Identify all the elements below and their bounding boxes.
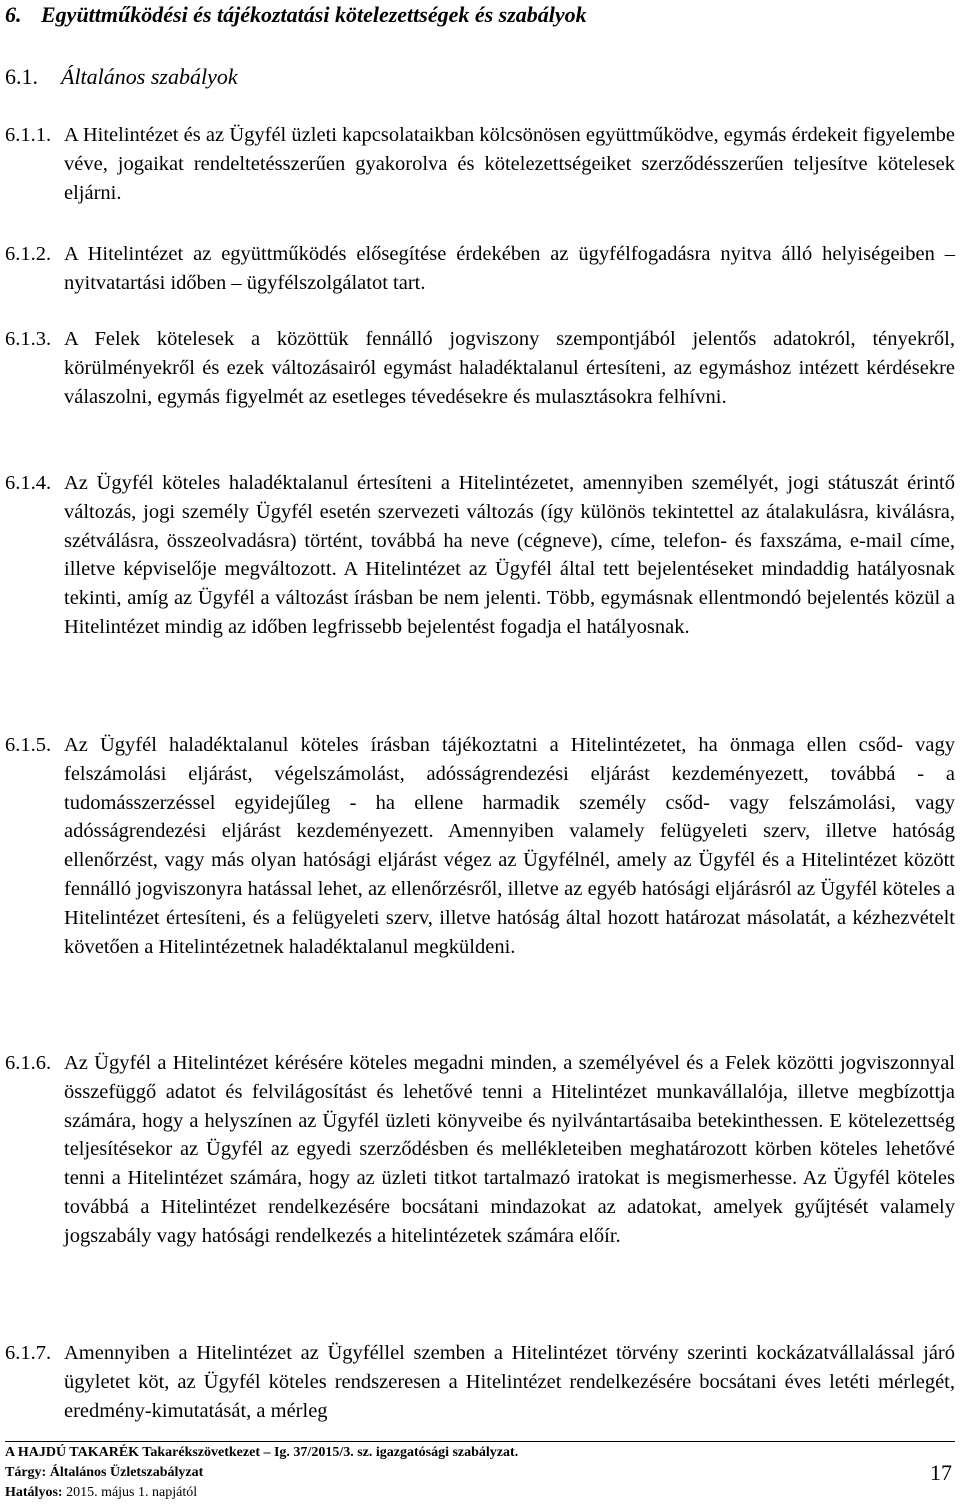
- paragraph-text: Az Ügyfél a Hitelintézet kérésére köteles megadni minden, a személyével és a Felek közötti jogviszonnyal összefüggő adatot és felvilágosítást és lehetővé tenni a Hitelintézet munkavállalója, illetve megbízottja számára, hogy a helyszínen az Ügyfél üzleti könyveibe és nyilvántartásaiba betekinthessen. E kötelezettség teljesítésekor az Ügyfél az egyedi szerződésben és mellékleteiben meghatározott körben köteles lehetővé tenni a Hitelintézet számára, hogy az üzleti titkot tartalmazó iratokat is megismerhesse. Az Ügyfél köteles továbbá a Hitelintézet rendelkezésére bocsátani mindazokat az adatokat, amelyek gyűjtését valamely jogszabály vagy hatósági rendelkezés a hitelintézetek számára előír.: [64, 1052, 955, 1247]
- section-title: Együttműködési és tájékoztatási kötelezettségek és szabályok: [41, 2, 587, 27]
- paragraph-number: 6.1.7.: [5, 1342, 52, 1364]
- paragraph-text: A Hitelintézet az együttműködés elősegítése érdekében az ügyfélfogadásra nyitva álló helyiségeiben – nyitvatartási időben – ügyfélszolgálatot tart.: [64, 243, 955, 294]
- paragraph-6-1-6: [5, 1049, 955, 1251]
- footer-divider: [5, 1441, 955, 1442]
- paragraph-6-1-7: [5, 1339, 955, 1425]
- section-heading: [5, 2, 587, 28]
- paragraph-number: 6.1.3.: [5, 328, 52, 350]
- paragraph-text: Amennyiben a Hitelintézet az Ügyféllel szemben a Hitelintézet törvény szerinti kockázatvállalással járó ügyletet köt, az Ügyfél köteles rendszeresen a Hitelintézet rendelkezésére bocsátani éves letéti mérlegét, eredmény-kimutatását, a mérleg: [64, 1342, 955, 1422]
- subsection-number: 6.1.: [5, 64, 38, 89]
- paragraph-number: 6.1.1.: [5, 124, 52, 146]
- paragraph-6-1-2: [5, 240, 955, 298]
- paragraph-6-1-5: [5, 731, 955, 961]
- footer-effective-date: 2015. május 1. napjától: [66, 1485, 198, 1500]
- paragraph-text: Az Ügyfél haladéktalanul köteles írásban tájékoztatni a Hitelintézetet, ha önmaga ellen csőd- vagy felszámolási eljárást, végelszámolást, adósságrendezési eljárást kezdeményezett, továbbá - a tudomásszerzéssel egyidejűleg - ha ellene harmadik személy csőd- vagy felszámolási, vagy adósságrendezési eljárást kezdeményezett. Amennyiben valamely felügyeleti szerv, illetve hatóság ellenőrzést, vagy más olyan hatósági eljárást végez az Ügyfélnél, amely az Ügyfél és a Hitelintézet között fennálló jogviszonyra hatással lehet, az ellenőrzésről, illetve az egyéb hatósági eljárásról az Ügyfél köteles a Hitelintézet értesíteni, és a felügyeleti szerv, illetve hatóság által hozott határozat másolatát, a kézhezvételt követően a Hitelintézetnek haladéktalanul megküldeni.: [64, 734, 955, 958]
- paragraph-number: 6.1.5.: [5, 734, 52, 756]
- page-number: 17: [930, 1460, 952, 1485]
- footer-effective: [5, 1485, 197, 1501]
- subsection-heading: [5, 64, 238, 90]
- footer-effective-label: Hatályos:: [5, 1485, 63, 1500]
- footer-regulation: A HAJDÚ TAKARÉK Takarékszövetkezet – Ig. 37/2015/3. sz. igazgatósági szabályzat.: [5, 1445, 519, 1460]
- paragraph-text: A Felek kötelesek a közöttük fennálló jogviszony szempontjából jelentős adatokról, tényekről, körülményekről és ezek változásairól egymást haladéktalanul értesíteni, az egymáshoz intézett kérdésekre válaszolni, egymás figyelmét az esetleges tévedésekre és mulasztásokra felhívni.: [64, 328, 955, 408]
- paragraph-6-1-4: [5, 469, 955, 642]
- paragraph-text: Az Ügyfél köteles haladéktalanul értesíteni a Hitelintézetet, amennyiben személyét, jogi státuszát érintő változás, jogi személy Ügyfél esetén szervezeti változás (így különös tekintettel az átalakulásra, kiválásra, szétválásra, összeolvadásra) történt, továbbá ha neve (cégneve), címe, telefon- és faxszáma, e-mail címe, illetve képviselője megváltozott. A Hitelintézet az Ügyfél által tett bejelentéseket mindaddig hatályosnak tekinti, amíg az Ügyfél a változást írásban be nem jelenti. Több, egymásnak ellentmondó bejelentés közül a Hitelintézet mindig az időben legfrissebb bejelentést fogadja el hatályosnak.: [64, 472, 955, 638]
- section-number: 6.: [5, 2, 22, 27]
- paragraph-number: 6.1.6.: [5, 1052, 52, 1074]
- paragraph-number: 6.1.2.: [5, 243, 52, 265]
- paragraph-number: 6.1.4.: [5, 472, 52, 494]
- paragraph-6-1-3: [5, 325, 955, 411]
- subsection-title: Általános szabályok: [61, 64, 238, 89]
- footer-subject: Tárgy: Általános Üzletszabályzat: [5, 1465, 204, 1480]
- paragraph-text: A Hitelintézet és az Ügyfél üzleti kapcsolataikban kölcsönösen együttműködve, egymás érdekeit figyelembe véve, jogaikat rendeltetésszerűen gyakorolva és kötelezettségeiket szerződésszerűen teljesítve kötelesek eljárni.: [64, 124, 955, 204]
- paragraph-6-1-1: [5, 121, 955, 207]
